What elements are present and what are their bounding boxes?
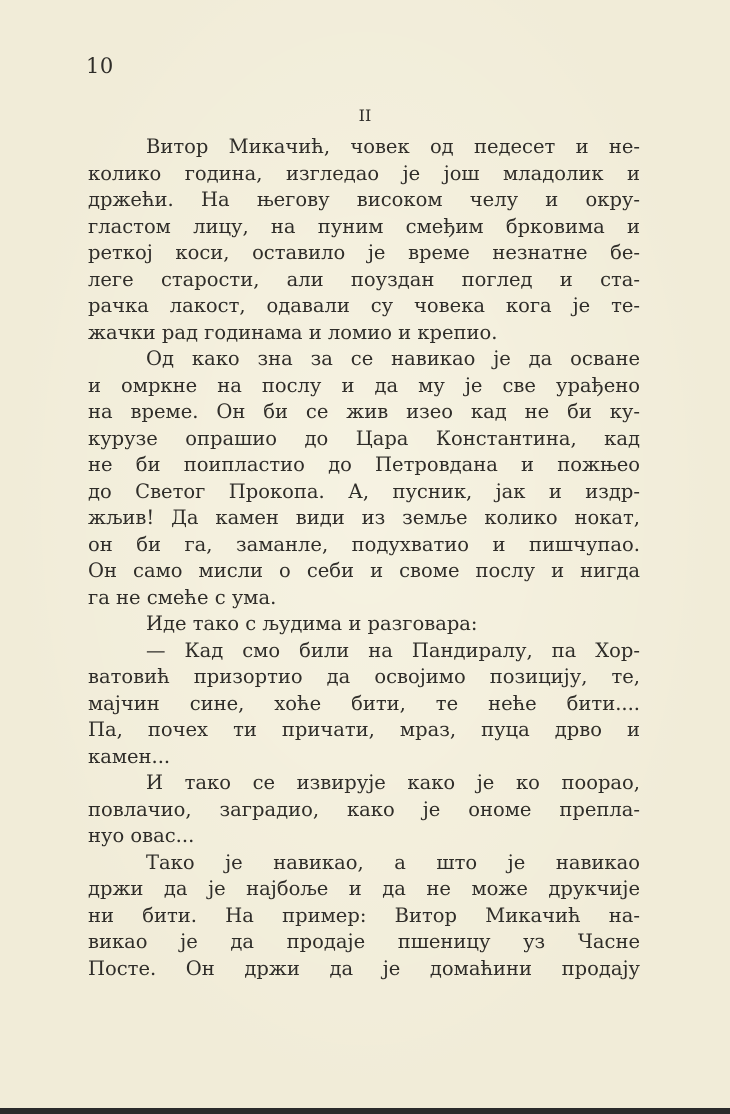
text-line: до Светог Прокопа. А, пусник, јак и издр-	[88, 479, 640, 503]
text-line: камен...	[88, 744, 171, 768]
text-line: курузе опрашио до Цара Константина, кад	[88, 426, 640, 450]
text-line: не би поипластио до Петровдана и пожњео	[88, 453, 640, 476]
scan-edge	[0, 1108, 730, 1114]
text-line: реткој коси, оставило је време незнатне бе-	[88, 241, 640, 264]
body-text	[88, 134, 640, 982]
text-line: колико година, изгледао је још младолик и	[88, 161, 640, 185]
text-line: држећи. На његову високом челу и окру-	[88, 188, 640, 211]
text-line: Од како зна за се навикао је да осване	[146, 347, 640, 370]
text-line: Посте. Он држи да је домаћини продају	[88, 956, 640, 980]
text-line: жљив! Да камен види из земље колико нокат,	[88, 506, 640, 529]
text-line: рачка лакост, одавали су човека кога је те-	[88, 294, 640, 317]
text-line: леге старости, али поуздан поглед и ста-	[88, 267, 640, 291]
text-line: И тако се извирује како је ко поорао,	[146, 771, 640, 794]
section-heading: II	[358, 106, 372, 125]
text-line: жачки рад годинама и ломио и крепио.	[88, 320, 498, 344]
text-line: нуо овас...	[88, 824, 195, 847]
text-line: ни бити. На пример: Витор Микачић на-	[88, 903, 640, 927]
text-line: Он само мисли о себи и своме послу и нигда	[88, 559, 640, 582]
text-line: на време. Он би се жив изео кад не би ку-	[88, 400, 640, 423]
text-line: Витор Микачић, човек од педесет и не-	[146, 135, 640, 158]
text-line: Иде тако с људима и разговара:	[146, 612, 478, 635]
text-line: повлачио, заградио, како је ономе препла-	[88, 797, 640, 821]
text-line: викао је да продаје пшеницу уз Часне	[88, 930, 640, 953]
text-line: ватовић призортио да освојимо позицију, те,	[88, 665, 640, 688]
page-number: 10	[86, 54, 114, 78]
text-line: Тако је навикао, а што је навикао	[146, 850, 640, 874]
text-line: Па, почех ти причати, мраз, пуца дрво и	[88, 718, 640, 741]
text-line: он би га, заманле, подухватио и пишчупао.	[88, 532, 640, 556]
text-line: мајчин сине, хоће бити, те неће бити....	[88, 691, 640, 715]
text-line: држи да је најбоље и да не може друкчије	[88, 877, 640, 900]
text-line: гластом лицу, на пуним смеђим брковима и	[88, 214, 640, 238]
text-line: га не смеће с ума.	[88, 585, 277, 609]
text-line: и омркне на послу и да му је све урађено	[88, 373, 640, 397]
text-line: — Кад смо били на Пандиралу, па Хор-	[146, 638, 640, 662]
